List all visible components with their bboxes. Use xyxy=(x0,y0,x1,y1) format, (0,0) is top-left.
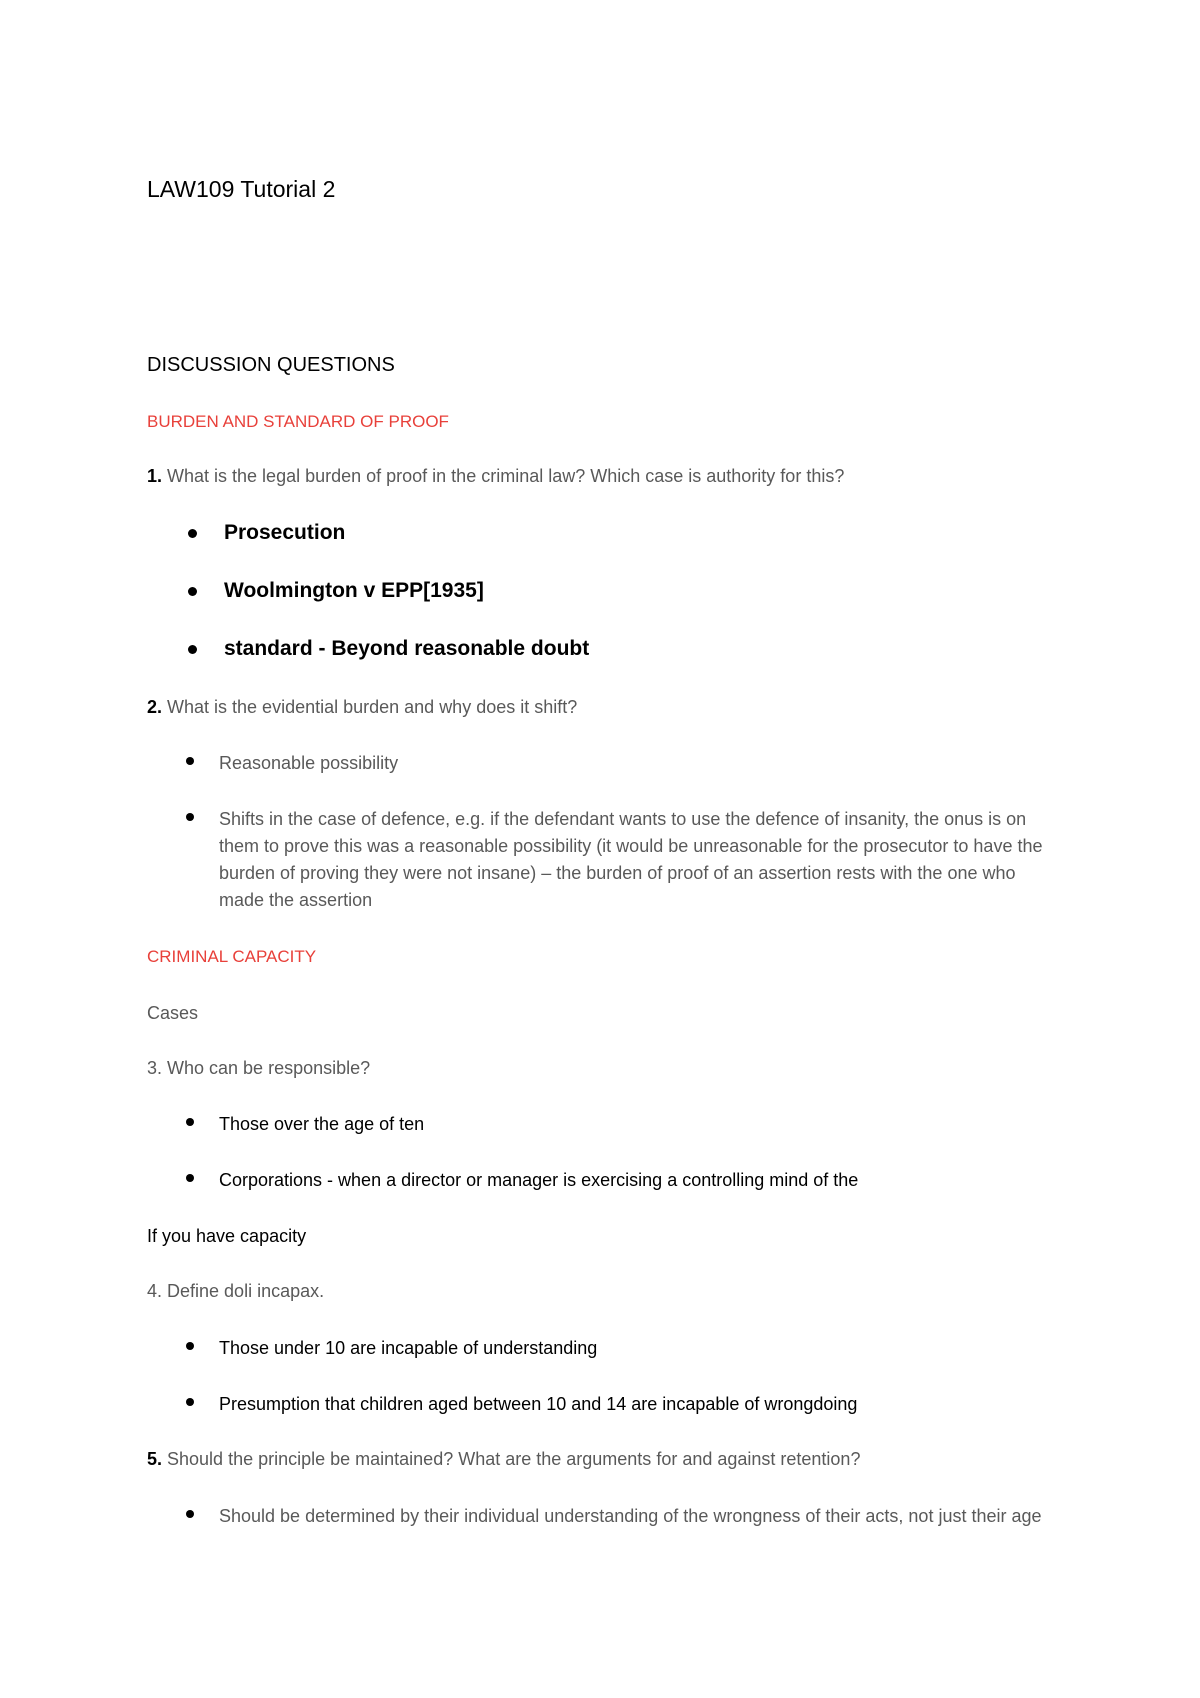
discussion-heading: DISCUSSION QUESTIONS xyxy=(147,354,395,376)
bullet-icon xyxy=(188,645,197,654)
bullet-icon xyxy=(186,1342,194,1350)
question-2 xyxy=(147,698,577,716)
q1-bullet-1: Prosecution xyxy=(224,521,346,544)
q4-bullet-1: Those under 10 are incapable of understanding xyxy=(219,1338,598,1358)
q4-bullet-2: Presumption that children aged between 10 and 14 are incapable of wrongdoing xyxy=(219,1394,858,1414)
question-text: Should the principle be maintained? What are the arguments for and against retention? xyxy=(162,1449,861,1469)
question-3 xyxy=(147,1059,370,1077)
bullet-icon xyxy=(186,757,194,765)
question-text: What is the evidential burden and why does it shift? xyxy=(162,697,578,717)
section-heading-capacity: CRIMINAL CAPACITY xyxy=(147,947,317,966)
q2-bullet-1: Reasonable possibility xyxy=(219,753,399,773)
bullet-icon xyxy=(188,587,197,596)
q2-bullet-2: Shifts in the case of defence, e.g. if the defendant wants to use the defence of insanity, the onus is on them to prove this was a reasonable possibility (it would be unreasonable for the prosecutor to have the burden of proving they were not insane) – the burden of proof of an assertion rests with the one who made the assertion xyxy=(219,809,1043,910)
cases-label: Cases xyxy=(147,1003,199,1023)
bullet-icon xyxy=(186,1118,194,1126)
bullet-icon xyxy=(186,1174,194,1182)
bullet-icon xyxy=(186,1510,194,1518)
q1-bullet-3: standard - Beyond reasonable doubt xyxy=(224,637,590,660)
document-title: LAW109 Tutorial 2 xyxy=(147,176,336,202)
question-text: Who can be responsible? xyxy=(162,1058,371,1078)
bullet-icon xyxy=(188,529,197,538)
question-text: What is the legal burden of proof in the criminal law? Which case is authority for this? xyxy=(162,466,845,486)
bullet-icon xyxy=(186,813,194,821)
question-number: 5. xyxy=(147,1449,163,1469)
question-number: 1. xyxy=(147,466,163,486)
section-heading-burden: BURDEN AND STANDARD OF PROOF xyxy=(147,412,449,431)
question-number: 3. xyxy=(147,1058,163,1078)
q3-bullet-2: Corporations - when a director or manager is exercising a controlling mind of the xyxy=(219,1170,859,1190)
question-text: Define doli incapax. xyxy=(162,1281,325,1301)
question-5 xyxy=(147,1450,860,1468)
question-1 xyxy=(147,467,844,485)
question-number: 4. xyxy=(147,1281,163,1301)
q1-bullet-2: Woolmington v EPP[1935] xyxy=(224,579,484,602)
q3-bullet-1: Those over the age of ten xyxy=(219,1114,425,1134)
question-4 xyxy=(147,1282,324,1300)
q5-bullet-1: Should be determined by their individual understanding of the wrongness of their acts, not just their age xyxy=(219,1506,1042,1526)
capacity-note: If you have capacity xyxy=(147,1226,307,1246)
question-number: 2. xyxy=(147,697,163,717)
bullet-icon xyxy=(186,1398,194,1406)
